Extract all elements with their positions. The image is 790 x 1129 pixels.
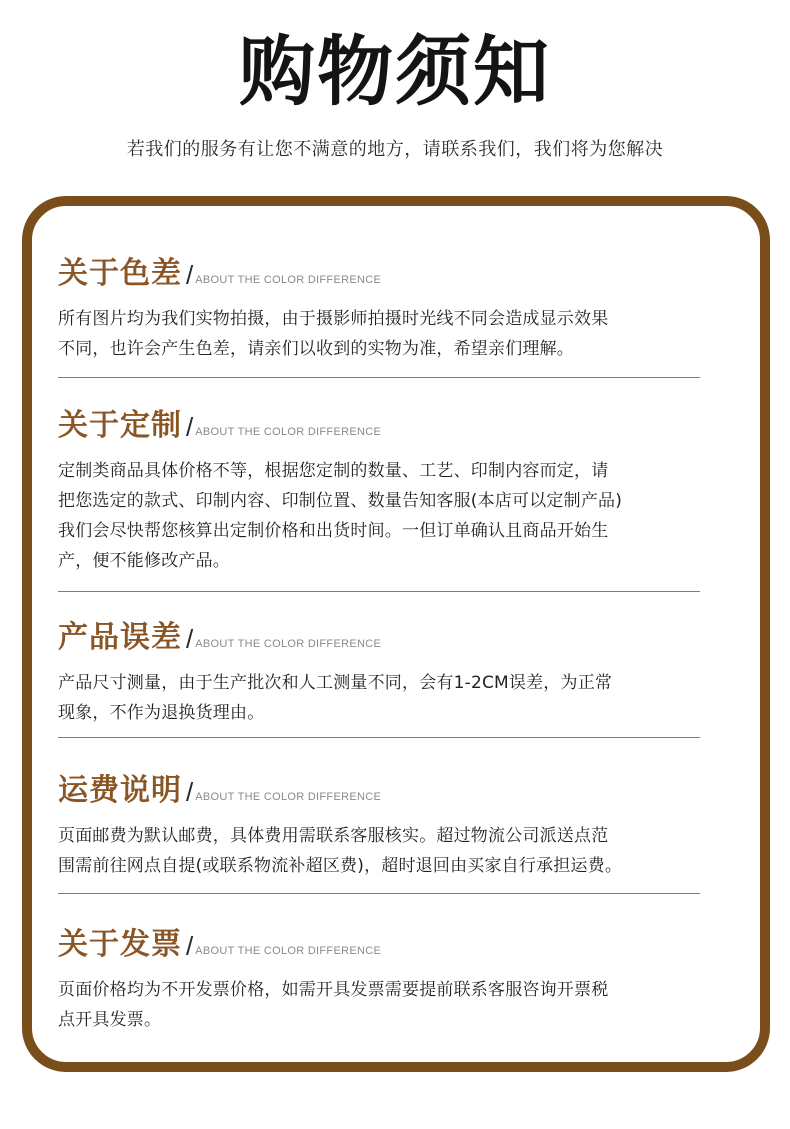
body-line: 页面价格均为不开发票价格，如需开具发票需要提前联系客服咨询开票税 (58, 980, 609, 1000)
section-shipping (58, 769, 698, 881)
section-subtitle-en: ABOUT THE COLOR DIFFERENCE (195, 274, 382, 286)
section-customization (58, 404, 698, 576)
body-line: 页面邮费为默认邮费，具体费用需联系客服核实。超过物流公司派送点范 (58, 826, 609, 846)
section-slash: / (186, 412, 194, 442)
section-header (58, 616, 698, 656)
section-divider (58, 377, 700, 378)
section-title: 关于发票 (58, 927, 182, 962)
body-line: 现象，不作为退换货理由。 (58, 703, 265, 723)
section-header (58, 404, 698, 444)
body-line: 我们会尽快帮您核算出定制价格和出货时间。一但订单确认且商品开始生 (58, 521, 609, 541)
body-line: 产品尺寸测量，由于生产批次和人工测量不同，会有1-2CM误差，为正常 (58, 673, 613, 693)
section-title: 关于色差 (58, 256, 182, 291)
section-body (58, 821, 698, 881)
section-subtitle-en: ABOUT THE COLOR DIFFERENCE (195, 426, 382, 438)
section-title: 产品误差 (58, 620, 182, 655)
body-line: 所有图片均为我们实物拍摄，由于摄影师拍摄时光线不同会造成显示效果 (58, 309, 609, 329)
section-subtitle-en: ABOUT THE COLOR DIFFERENCE (195, 945, 382, 957)
section-divider (58, 893, 700, 894)
section-body (58, 668, 698, 728)
section-divider (58, 591, 700, 592)
page-subtitle: 若我们的服务有让您不满意的地方，请联系我们，我们将为您解决 (126, 139, 664, 160)
section-header (58, 923, 698, 963)
section-body (58, 975, 698, 1035)
section-header (58, 769, 698, 809)
section-header (58, 252, 698, 292)
body-line: 点开具发票。 (58, 1010, 162, 1030)
body-line: 把您选定的款式、印制内容、印制位置、数量告知客服(本店可以定制产品) (58, 491, 623, 511)
body-line: 产，便不能修改产品。 (58, 551, 230, 571)
section-slash: / (186, 260, 194, 290)
section-title: 关于定制 (58, 408, 182, 443)
section-invoice (58, 923, 698, 1035)
section-divider (58, 737, 700, 738)
section-product-error (58, 616, 698, 728)
section-title: 运费说明 (58, 773, 182, 808)
section-slash: / (186, 931, 194, 961)
body-line: 不同，也许会产生色差，请亲们以收到的实物为准，希望亲们理解。 (58, 339, 574, 359)
body-line: 定制类商品具体价格不等，根据您定制的数量、工艺、印制内容而定，请 (58, 461, 609, 481)
section-subtitle-en: ABOUT THE COLOR DIFFERENCE (195, 638, 382, 650)
section-body (58, 456, 698, 576)
section-slash: / (186, 624, 194, 654)
body-line: 围需前往网点自提(或联系物流补超区费)，超时退回由买家自行承担运费。 (58, 856, 623, 876)
section-slash: / (186, 777, 194, 807)
section-body (58, 304, 698, 364)
page-title: 购物须知 (239, 27, 551, 116)
section-subtitle-en: ABOUT THE COLOR DIFFERENCE (195, 791, 382, 803)
section-color-difference (58, 252, 698, 364)
